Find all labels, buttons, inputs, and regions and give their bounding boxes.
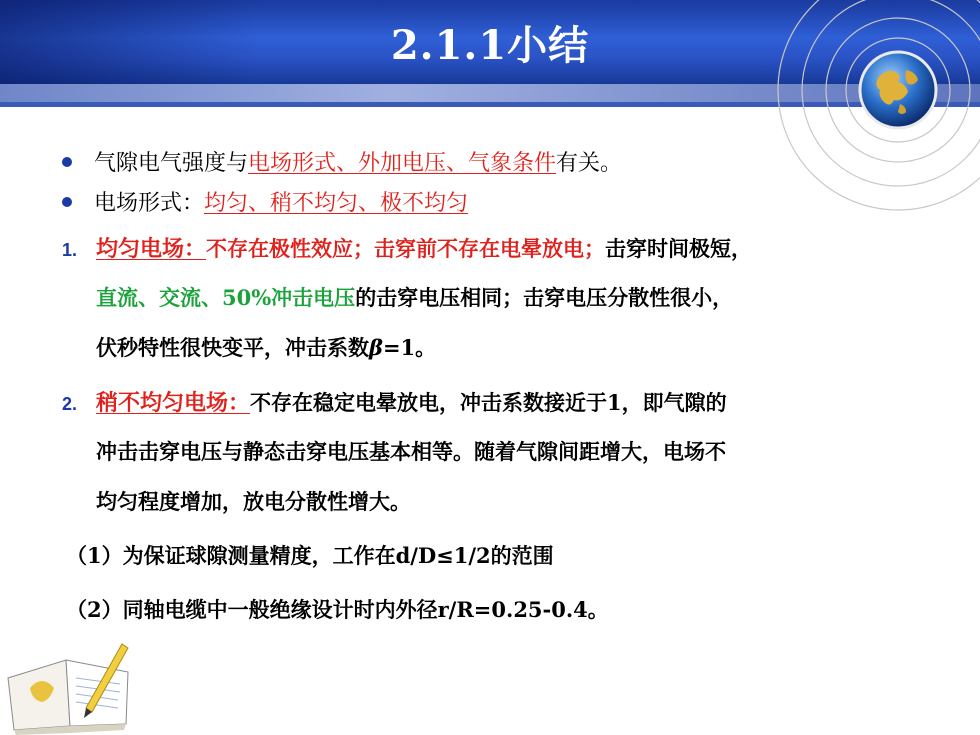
item-text: 伏秒特性很快变平，冲击系数 [96,335,369,360]
item-heading: 均匀电场： [96,237,207,262]
slide-title: 2.1.1小结 [390,22,590,69]
bullet-highlight: 均匀、稍不均匀、极不均匀 [204,191,469,216]
numbered-item-2 [62,386,727,417]
bullet-text-post: 有关。 [556,151,623,176]
item-heading: 稍不均匀电场： [96,391,251,416]
item-1-line-2 [96,282,733,312]
numbered-item-1 [62,232,752,263]
bullet-dot [62,197,72,207]
bullet-dot [62,157,72,167]
beta-symbol: β [369,335,383,360]
bullet-text-pre: 气隙电气强度与 [94,151,249,176]
item-red-text: 不存在极性效应；击穿前不存在电晕放电； [206,236,606,261]
bullet-item [62,146,622,177]
item-2-line-3: 均匀程度增加，放电分散性增大。 [96,489,411,514]
bullet-text-pre: 电场形式： [94,191,205,216]
item-number: 1. [62,240,78,260]
item-2-line-2: 冲击击穿电压与静态击穿电压基本相等。随着气隙间距增大，电场不 [96,439,726,464]
bullet-item [62,186,468,217]
item-text: =1。 [382,335,437,360]
item-text: 击穿时间极短， [605,236,753,261]
open-book-icon [0,638,140,735]
item-text: 不存在稳定电晕放电，冲击系数接近于1，即气隙的 [250,390,727,415]
item-1-line-3 [96,332,436,362]
note-line: （1）为保证球隙测量精度，工作在d/D≤1/2的范围 [66,543,554,568]
item-number: 2. [62,394,78,414]
note-line: （2）同轴电缆中一般绝缘设计时内外径r/R=0.25-0.4。 [66,597,609,622]
bullet-highlight: 电场形式、外加电压、气象条件 [248,151,557,176]
item-text: 的击穿电压相同；击穿电压分散性很小， [355,285,734,310]
item-green-text: 直流、交流、50%冲击电压 [96,285,356,310]
